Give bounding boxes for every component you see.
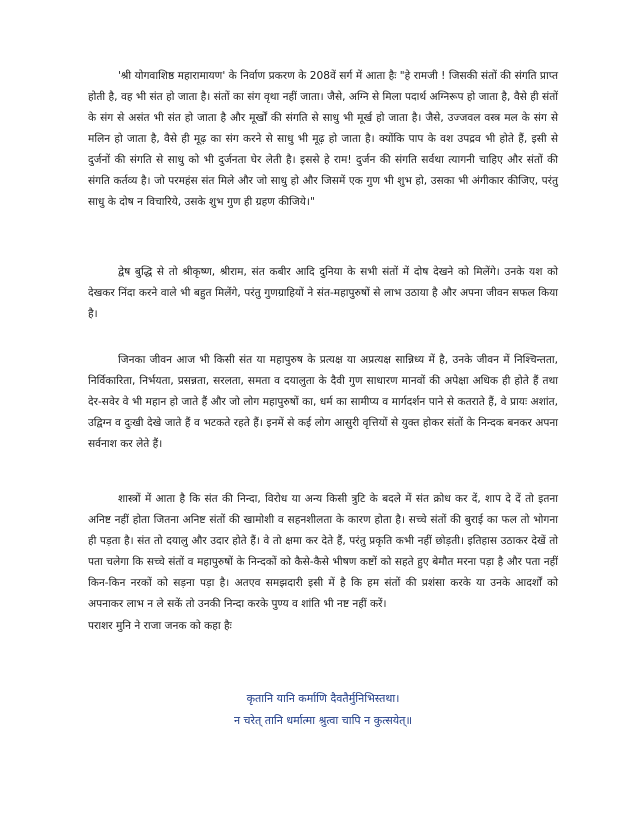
closing-line: पराशर मुनि ने राजा जनक को कहा हैः: [88, 620, 232, 632]
paragraph-dvesh-buddhi: द्वेष बुद्धि से तो श्रीकृष्ण, श्रीराम, संत कबीर आदि दुनिया के सभी संतों में दोष देखने को मिलेंगे। उनके यश को देखकर निंदा करने वाले भी बहुत मिलेंगे, परंतु गुणग्राहियों ने संत-महापुरुषों से लाभ उठाया है और अपना जीवन सफल किया है।: [88, 266, 558, 320]
paragraph-sant-sannidhya: जिनका जीवन आज भी किसी संत या महापुरुष के प्रत्यक्ष या अप्रत्यक्ष सान्निध्य में है, उनके जीवन में निश्चिन्तता, निर्विकारिता, निर्भयता, प्रसन्नता, सरलता, समता व दयालुता के दैवी गुण साधारण मानवों की अपेक्षा अधिक ही होते हैं तथा देर-सवेर वे भी महान हो जाते हैं और जो लोग महापुरुषों का, धर्म का सामीप्य व मार्गदर्शन पाने से कतराते हैं, वे प्रायः अशांत, उद्विग्न व दुःखी देखे जाते हैं व भटकते रहते हैं। इनमें से कई लोग आसुरी वृत्तियों से युक्त होकर संतों के निन्दक बनकर अपना सर्वनाश कर लेते हैं।: [88, 354, 558, 450]
sanskrit-verse-line-2: न चरेत् तानि धर्मात्मा श्रुत्वा चापि न कुत्सयेत्॥: [233, 714, 413, 727]
paragraph-shastra-ninda: शास्त्रों में आता है कि संत की निन्दा, विरोध या अन्य किसी त्रुटि के बदले में संत क्रोध कर दें, शाप दे दें तो इतना अनिष्ट नहीं होता जितना अनिष्ट संतों की खामोशी व सहनशीलता के कारण होता है। सच्चे संतों की बुराई का फल तो भोगना ही पड़ता है। संत तो दयालु और उदार होते हैं। वे तो क्षमा कर देते हैं, परंतु प्रकृति कभी नहीं छोड़ती। इतिहास उठाकर देखें तो पता चलेगा कि सच्चे संतों व महापुरुषों के निन्दकों को कैसे-कैसे भीषण कष्टों को सहते हुए बेमौत मरना पड़ा है और पता नहीं किन-किन नरकों को सड़ना पड़ा है। अतएव समझदारी इसी में है कि हम संतों की प्रशंसा करके या उनके आदर्शों को अपनाकर लाभ न ले सकें तो उनकी निन्दा करके पुण्य व शांति भी नष्ट नहीं करें।: [88, 493, 558, 610]
sanskrit-verse-line-1: कृतानि यानि कर्माणि दैवतैर्मुनिभिस्तथा।: [246, 692, 400, 705]
paragraph-yogavashishtha-quote: 'श्री योगवाशिष्ठ महारामायण' के निर्वाण प्रकरण के 208वें सर्ग में आता हैः "हे रामजी ! जिसकी संतों की संगति प्राप्त होती है, वह भी संत हो जाता है। संतों का संग वृथा नहीं जाता। जैसे, अग्नि से मिला पदार्थ अग्निरूप हो जाता है, वैसे ही संतों के संग से असंत भी संत हो जाता है और मूर्खों की संगति से साधु भी मूर्ख हो जाता है। जैसे, उज्जवल वस्त्र मल के संग से मलिन हो जाता है, वैसे ही मूढ़ का संग करने से साधु भी मूढ़ हो जाता है। क्योंकि पाप के वश उपद्रव भी होते हैं, इसी से दुर्जनों की संगति से साधु को भी दुर्जनता घेर लेती है। इससे हे राम! दुर्जन की संगति सर्वथा त्यागनी चाहिए और संतों की संगति कर्तव्य है। जो परमहंस संत मिले और जो साधु हो और जिसमें एक गुण भी शुभ हो, उसका भी अंगीकार कीजिए, परंतु साधु के दोष न विचारिये, उसके शुभ गुण ही ग्रहण कीजिये।": [88, 70, 558, 208]
